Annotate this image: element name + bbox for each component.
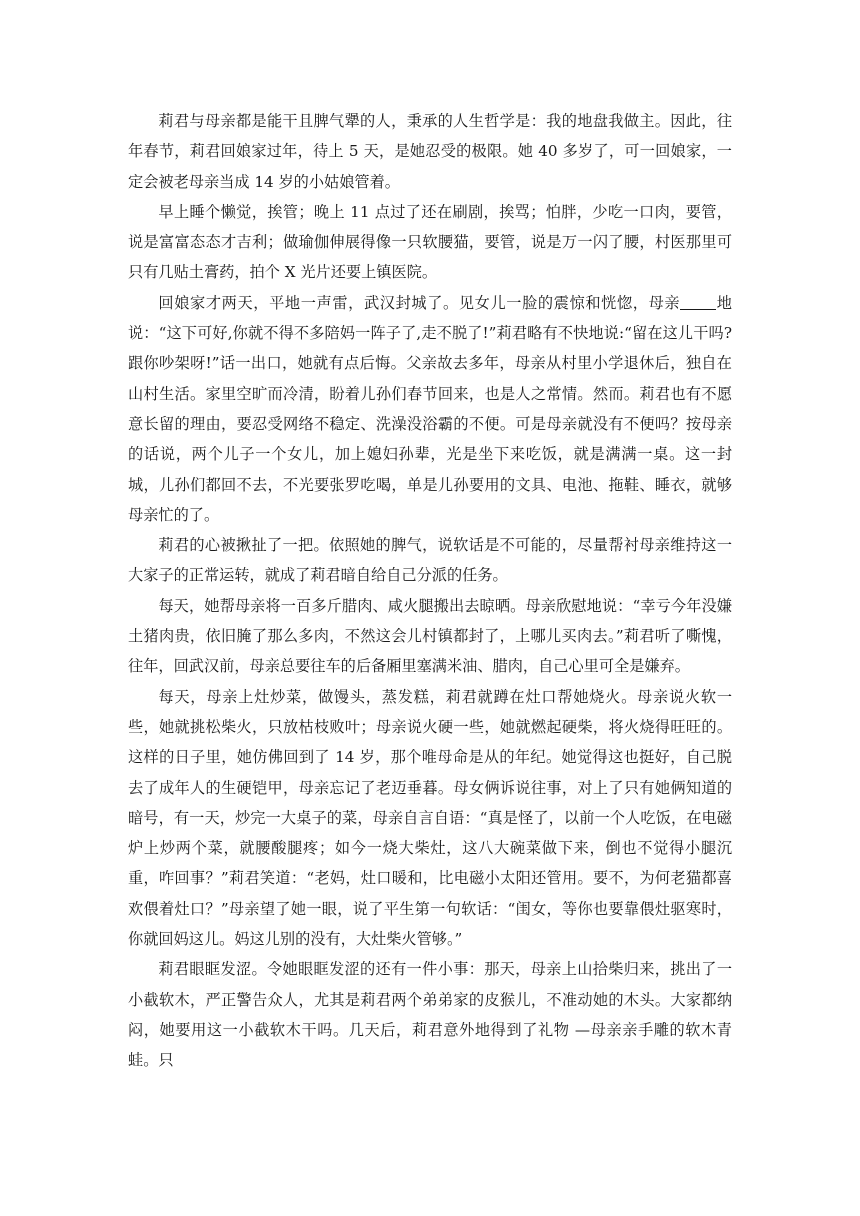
paragraph-4: 莉君的心被揪扯了一把。依照她的脾气，说软话是不可能的，尽量帮衬母亲维持这一大家子的正常运转，就成了莉君暗自给自己分派的任务。 [128, 536, 732, 585]
paragraph-5: 每天，她帮母亲将一百多斤腊肉、咸火腿搬出去晾晒。母亲欣慰地说：“幸亏今年没嫌土猪肉贵，依旧腌了那么多肉，不然这会儿村镇都封了，上哪儿买肉去。”莉君听了嘶愧，往年，回武汉前，母亲总要往车的后备厢里塞满米油、腊肉，自己心里可全是嫌弃。 [128, 596, 732, 676]
paragraph-3 [128, 288, 732, 530]
paragraph-1: 莉君与母亲都是能干且脾气犟的人，秉承的人生哲学是：我的地盘我做主。因此，往年春节，莉君回娘家过年，待上 5 天，是她忍受的极限。她 40 多岁了，可一回娘家，一定会被老母亲当成 14 岁的小姑娘管着。 [128, 112, 732, 191]
document-page [128, 106, 732, 1076]
paragraph-3-after-blank: 地说：“这下可好,你就不得不多陪妈一阵子了,走不脱了!”莉君略有不快地说:“留在这儿干吗?跟你吵架呀!”话一出口，她就有点后悔。父亲故去多年，母亲从村里小学退休后，独自在山村生活。家里空旷而冷清，盼着儿孙们春节回来，也是人之常情。然而。莉君也有不愿意长留的理由，要忍受网络不稳定、洗澡没浴霸的不便。可是母亲就没有不便吗？按母亲的话说，两个儿子一个女儿，加上媳妇孙辈，光是坐下来吃饭，就是满满一桌。这一封城，儿孙们都回不去，不光要张罗吃喝，单是儿孙要用的文具、电池、拖鞋、睡衣，就够母亲忙的了。 [128, 293, 732, 524]
paragraph-7: 莉君眼眶发涩。令她眼眶发涩的还有一件小事：那天，母亲上山拾柴归来，挑出了一小截软木，严正警告众人，尤其是莉君两个弟弟家的皮猴儿，不准动她的木头。大家都纳闷，她要用这一小截软木干吗。几天后，莉君意外地得到了礼物 —母亲亲手雕的软木青蛙。只 [128, 960, 732, 1070]
paragraph-2: 早上睡个懒觉，挨管；晚上 11 点过了还在刷剧，挨骂；怕胖，少吃一口肉，要管，说是富富态态才吉利；做瑜伽伸展得像一只软腰猫，要管，说是万一闪了腰，村医那里可只有几贴土膏药，拍个 X 光片还要上镇医院。 [128, 202, 732, 282]
fill-in-blank [680, 293, 716, 310]
paragraph-3-before-blank: 回娘家才两天，平地一声雷，武汉封城了。见女儿一脸的震惊和恍惚，母亲 [158, 293, 681, 312]
paragraph-6: 每天，母亲上灶炒菜，做馒头，蒸发糕，莉君就蹲在灶口帮她烧火。母亲说火软一些，她就挑松柴火，只放枯枝败叶；母亲说火硬一些，她就燃起硬柴，将火烧得旺旺的。这样的日子里，她仿佛回到了 14 岁，那个唯母命是从的年纪。她觉得这也挺好，自己脱去了成年人的生硬铠甲，母亲忘记了老迈垂暮。母女俩诉说往事，对上了只有她俩知道的暗号，有一天，炒完一大桌子的菜，母亲自言自语：“真是怪了，以前一个人吃饭，在电磁炉上炒两个菜，就腰酸腿疼；如今一烧大柴灶，这八大碗菜做下来，倒也不觉得小腿沉重，咋回事？”莉君笑道：“老妈，灶口暖和，比电磁小太阳还管用。要不，为何老猫都喜欢偎着灶口？”母亲望了她一眼，说了平生第一句软话：“闺女，等你也要靠偎灶驱寒时，你就回妈这儿。妈这儿别的没有，大灶柴火管够。” [128, 687, 732, 949]
